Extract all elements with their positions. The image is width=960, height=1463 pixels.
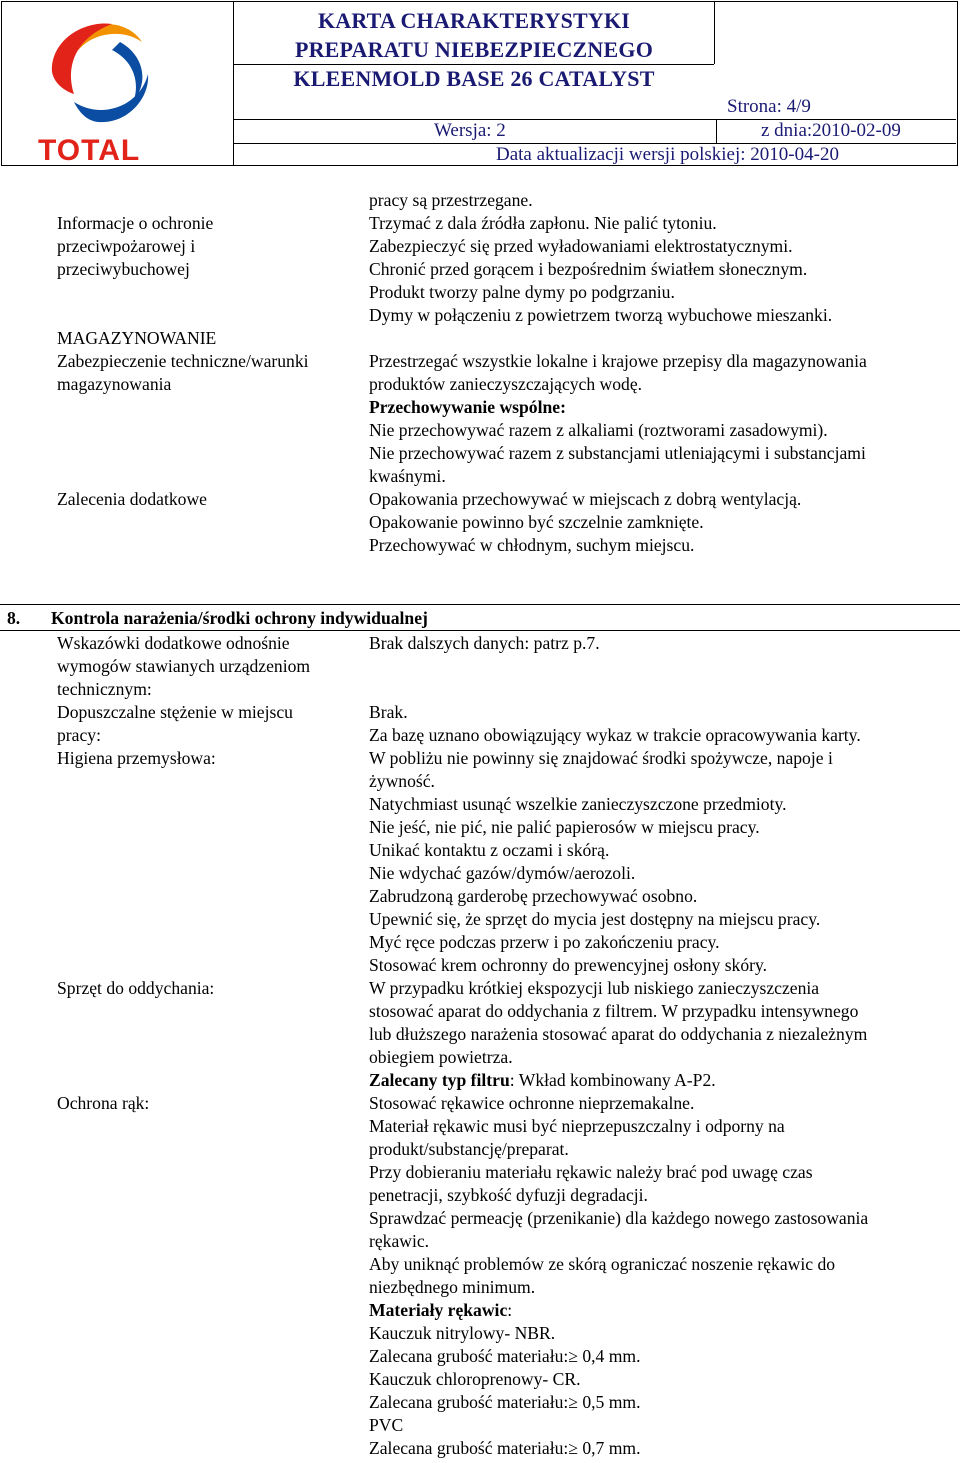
text-line: W przypadku krótkiej ekspozycji lub niskiego zanieczyszczenia <box>369 978 820 998</box>
logo-text: TOTAL <box>38 134 141 165</box>
text-line: Kauczuk nitrylowy- NBR. <box>369 1323 556 1343</box>
text-line: produktów zanieczyszczających wodę. <box>369 374 643 394</box>
version-label: Wersja: 2 <box>434 120 506 141</box>
text-line: Zalecana grubość materiału:≥ 0,7 mm. <box>369 1438 641 1458</box>
text-line: rękawic. <box>369 1231 430 1251</box>
section-divider <box>0 604 960 605</box>
text-line: Opakowanie powinno być szczelnie zamknięte. <box>369 512 704 532</box>
text-line: Przestrzegać wszystkie lokalne i krajowe przepisy dla magazynowania <box>369 351 867 371</box>
text-line: niezbędnego minimum. <box>369 1277 536 1297</box>
text-line-glove-materials <box>369 1299 512 1322</box>
text-line: lub dłuższego narażenia stosować aparat do oddychania z niezależnym <box>369 1024 868 1044</box>
text-line: żywność. <box>369 771 435 791</box>
divider <box>716 119 717 143</box>
filter-type-label: Zalecany typ filtru <box>369 1070 510 1090</box>
label-storage-heading: MAGAZYNOWANIE <box>57 328 217 348</box>
label-technical-guidance: Wskazówki dodatkowe odnośnie <box>57 633 290 653</box>
version-date: z dnia:2010-02-09 <box>761 120 901 141</box>
section8-heading <box>7 607 428 630</box>
label-technical-guidance: technicznym: <box>57 679 152 699</box>
section-divider <box>0 630 960 631</box>
doc-title-line1: KARTA CHARAKTERYSTYKI <box>317 8 631 33</box>
text-line: Produkt tworzy palne dymy po podgrzaniu. <box>369 282 675 302</box>
text-line: Dymy w połączeniu z powietrzem tworzą wybuchowe mieszanki. <box>369 305 833 325</box>
text-heading-joint-storage: Przechowywanie wspólne: <box>369 397 566 417</box>
label-respiratory-equipment: Sprzęt do oddychania: <box>57 978 215 998</box>
label-storage-conditions: magazynowania <box>57 374 172 394</box>
text-line: Za bazę uznano obowiązujący wykaz w trakcie opracowywania karty. <box>369 725 861 745</box>
doc-title-line2: PREPARATU NIEBEZPIECZNEGO <box>294 37 654 62</box>
text-line: Sprawdzać permeację (przenikanie) dla każdego nowego zastosowania <box>369 1208 869 1228</box>
text-line: stosować aparat do oddychania z filtrem. W przypadku intensywnego <box>369 1001 859 1021</box>
text-line: Nie przechowywać razem z alkaliami (roztworami zasadowymi). <box>369 420 828 440</box>
divider <box>234 64 714 65</box>
text-line: Myć ręce podczas przerw i po zakończeniu pracy. <box>369 932 720 952</box>
logo-box <box>1 1 234 166</box>
text-line: Zabrudzoną garderobę przechowywać osobno. <box>369 886 698 906</box>
total-logo-icon <box>2 2 233 165</box>
label-exposure-limit: Dopuszczalne stężenie w miejscu <box>57 702 293 722</box>
section8-number: 8. <box>7 608 21 628</box>
text-line: Przy dobieraniu materiału rękawic należy brać pod uwagę czas <box>369 1162 813 1182</box>
divider <box>714 2 715 64</box>
text-line: Brak dalszych danych: patrz p.7. <box>369 633 600 653</box>
text-line: Aby uniknąć problemów ze skórą ograniczać noszenie rękawic do <box>369 1254 836 1274</box>
label-additional-recommendations: Zalecenia dodatkowe <box>57 489 207 509</box>
text-line: Stosować krem ochronny do prewencyjnej osłony skóry. <box>369 955 768 975</box>
text-line: Zalecana grubość materiału:≥ 0,4 mm. <box>369 1346 641 1366</box>
label-fire-protection: przeciwybuchowej <box>57 259 190 279</box>
text-line: Trzymać z dala źródła zapłonu. Nie palić tytoniu. <box>369 213 717 233</box>
text-line: Nie wdychać gazów/dymów/aerozoli. <box>369 863 636 883</box>
text-line: kwaśnymi. <box>369 466 446 486</box>
filter-type-value: : Wkład kombinowany A-P2. <box>509 1070 716 1090</box>
label-technical-guidance: wymogów stawianych urządzeniom <box>57 656 311 676</box>
text-line: Zabezpieczyć się przed wyładowaniami elektrostatycznymi. <box>369 236 793 256</box>
glove-materials-label: Materiały rękawic <box>369 1300 508 1320</box>
label-industrial-hygiene: Higiena przemysłowa: <box>57 748 216 768</box>
text-line: pracy są przestrzegane. <box>369 190 533 210</box>
label-storage-conditions: Zabezpieczenie techniczne/warunki <box>57 351 309 371</box>
text-line: Stosować rękawice ochronne nieprzemakalne. <box>369 1093 695 1113</box>
update-date: Data aktualizacji wersji polskiej: 2010-04-20 <box>496 144 839 165</box>
text-line: Upewnić się, że sprzęt do mycia jest dostępny na miejscu pracy. <box>369 909 821 929</box>
text-line: W pobliżu nie powinny się znajdować środki spożywcze, napoje i <box>369 748 833 768</box>
text-line: Nie jeść, nie pić, nie palić papierosów w miejscu pracy. <box>369 817 760 837</box>
label-exposure-limit: pracy: <box>57 725 101 745</box>
text-line: Unikać kontaktu z oczami i skórą. <box>369 840 610 860</box>
label-hand-protection: Ochrona rąk: <box>57 1093 150 1113</box>
label-fire-protection: przeciwpożarowej i <box>57 236 196 256</box>
text-line: Kauczuk chloroprenowy- CR. <box>369 1369 581 1389</box>
glove-materials-colon: : <box>507 1300 513 1320</box>
text-line: Chronić przed gorącem i bezpośrednim światłem słonecznym. <box>369 259 808 279</box>
doc-title-line3: KLEENMOLD BASE 26 CATALYST <box>293 66 655 91</box>
section8-title: Kontrola narażenia/środki ochrony indywidualnej <box>51 608 428 628</box>
text-line: Przechowywać w chłodnym, suchym miejscu. <box>369 535 695 555</box>
text-line: Brak. <box>369 702 408 722</box>
document-header <box>0 0 960 166</box>
label-fire-protection: Informacje o ochronie <box>57 213 214 233</box>
page-number: Strona: 4/9 <box>727 96 811 117</box>
text-line: PVC <box>369 1415 404 1435</box>
text-line: produkt/substancję/preparat. <box>369 1139 569 1159</box>
text-line: Materiał rękawic musi być nieprzepuszczalny i odporny na <box>369 1116 785 1136</box>
title-box <box>234 1 958 166</box>
text-line: penetracji, szybkość dyfuzji degradacji. <box>369 1185 648 1205</box>
text-line: Natychmiast usunąć wszelkie zanieczyszczone przedmioty. <box>369 794 787 814</box>
text-line: Zalecana grubość materiału:≥ 0,5 mm. <box>369 1392 641 1412</box>
text-line-filter-type <box>369 1069 716 1092</box>
text-line: Nie przechowywać razem z substancjami utleniającymi i substancjami <box>369 443 866 463</box>
text-line: Opakowania przechowywać w miejscach z dobrą wentylacją. <box>369 489 802 509</box>
text-line: obiegiem powietrza. <box>369 1047 513 1067</box>
